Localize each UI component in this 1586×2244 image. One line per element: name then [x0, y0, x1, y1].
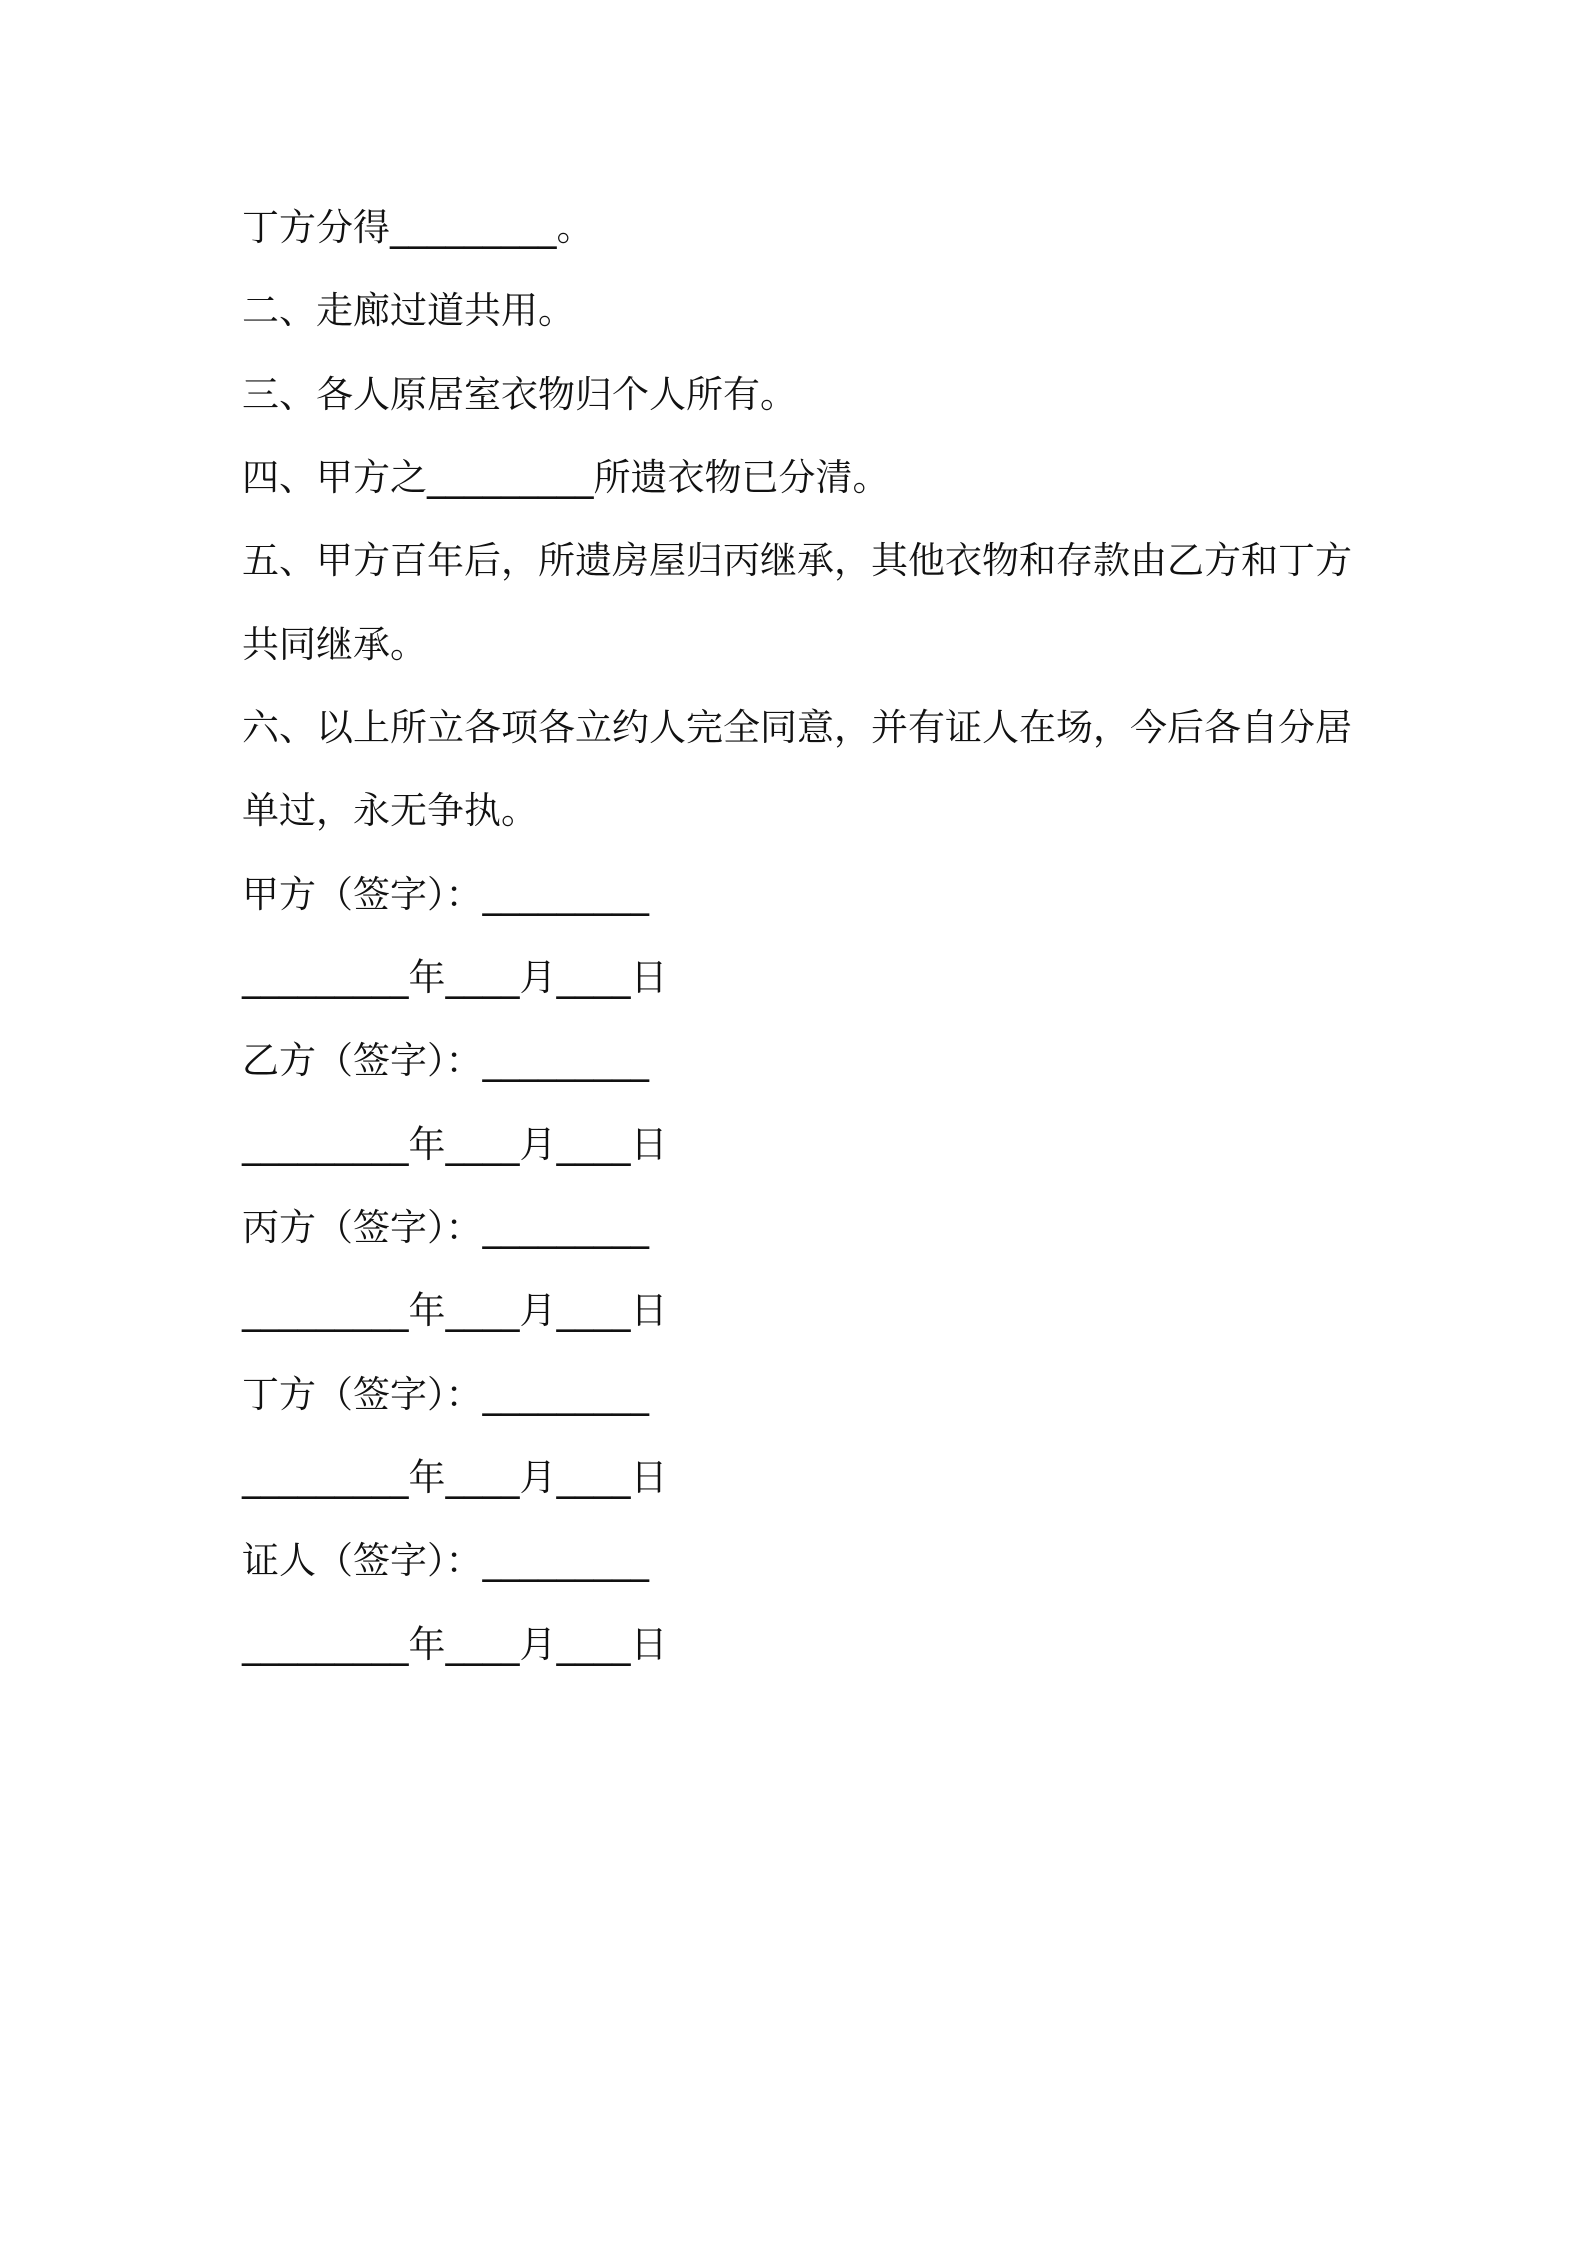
signature-witness: 证人（签字）：_________ [242, 1539, 649, 1582]
clause-5-line-2: 共同继承。 [242, 623, 427, 666]
signature-party-d: 丁方（签字）：_________ [242, 1373, 649, 1416]
clause-line-1: 丁方分得_________。 [242, 206, 594, 249]
clause-6-line-1: 六、以上所立各项各立约人完全同意，并有证人在场，今后各自分居 [242, 706, 1352, 749]
date-witness: _________年____月____日 [242, 1623, 668, 1666]
clause-6-line-2: 单过，永无争执。 [242, 789, 538, 832]
clause-2: 二、走廊过道共用。 [242, 289, 575, 332]
clause-3: 三、各人原居室衣物归个人所有。 [242, 373, 797, 416]
clause-5-line-1: 五、甲方百年后，所遗房屋归丙继承，其他衣物和存款由乙方和丁方 [242, 539, 1352, 582]
signature-party-b: 乙方（签字）：_________ [242, 1039, 649, 1082]
date-party-c: _________年____月____日 [242, 1289, 668, 1332]
signature-party-a: 甲方（签字）：_________ [242, 873, 649, 916]
signature-party-c: 丙方（签字）：_________ [242, 1206, 649, 1249]
date-party-d: _________年____月____日 [242, 1456, 668, 1499]
clause-4: 四、甲方之_________所遗衣物已分清。 [242, 456, 890, 499]
date-party-a: _________年____月____日 [242, 956, 668, 999]
date-party-b: _________年____月____日 [242, 1123, 668, 1166]
